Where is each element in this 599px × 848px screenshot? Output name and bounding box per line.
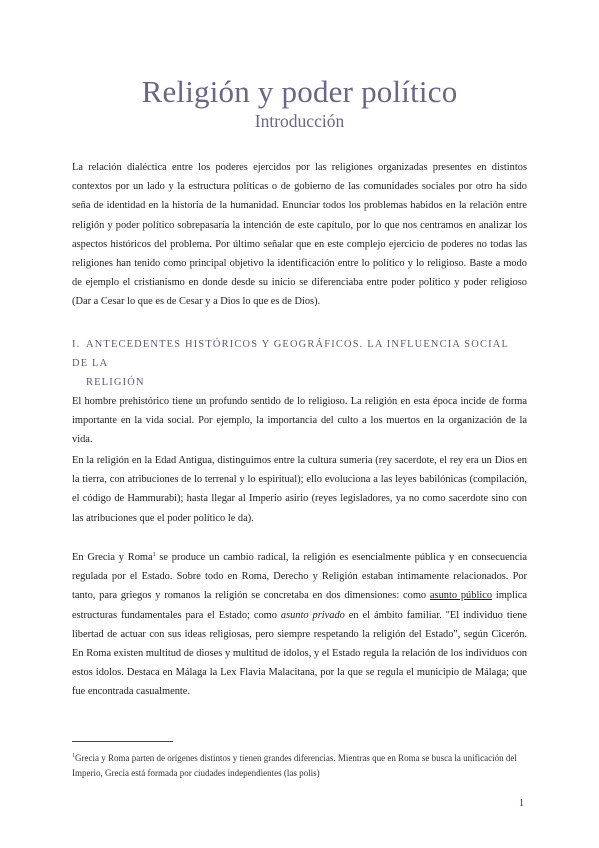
text-run: se produce un cambio radical, la religión es esencialmente pública y en consecuencia regulada por el Estado. Sobre todo en Roma, Derecho y Religión estaban íntimamente relacionados. Por tanto, para griegos y romanos la religión se concretaba en dos dimensiones: como bbox=[72, 552, 527, 602]
paragraph-prehistory: El hombre prehistórico tiene un profundo sentido de lo religioso. La religión en esta época incide de forma importante en la vida social. Por ejemplo, la importancia del culto a los muertos en la organización de la vida. bbox=[72, 396, 527, 446]
italic-term: asunto privado bbox=[280, 609, 345, 621]
section-heading bbox=[72, 335, 527, 392]
underlined-term: asunto público bbox=[429, 590, 493, 602]
document-title: Religión y poder político bbox=[141, 74, 458, 109]
footnote-marker: 1 bbox=[72, 753, 75, 759]
paragraph-ancient-age: En la religión en la Edad Antigua, distinguimos entre la cultura sumeria (rey sacerdote, el rey era un Dios en la tierra, con atribuciones de lo terrenal y lo espiritual); ello evoluciona a las leyes babilónicas (compilación, el código de Hammurabi); hasta llegar al Imperio asirio (reyes legisladores, ya no como sacerdote sino con las atribuciones que el poder político le da). bbox=[72, 455, 527, 524]
text-run: En Grecia y Roma bbox=[72, 552, 153, 563]
section-number: I. bbox=[72, 339, 81, 350]
text-run: en el ámbito familiar. "El individuo tiene libertad de actuar con sus ideas religiosas, pero siempre respetando la religión del Estado", según Cicerón. En Roma existen multitud de dioses y multitud de ídolos, y el Estado regula la relación de los individuos con estos ídolos. Destaca en Málaga la Lex Flavia Malacitana, por la que se regula el municipio de Málaga; que fue encontrada casualmente. bbox=[72, 609, 528, 698]
paragraph-greece-rome bbox=[72, 548, 527, 702]
footnote-separator bbox=[72, 741, 173, 742]
page-number: 1 bbox=[519, 798, 524, 809]
section-title-line1: ANTECEDENTES HISTÓRICOS Y GEOGRÁFICOS. LA INFLUENCIA SOCIAL DE LA bbox=[72, 339, 509, 369]
footnote bbox=[72, 751, 527, 780]
text-run: implica estructuras fundamentales para el Estado; como bbox=[72, 590, 527, 621]
document-subtitle: Introducción bbox=[254, 111, 345, 131]
intro-paragraph: La relación dialéctica entre los poderes ejercidos por las religiones organizadas presentes en distintos contextos por un lado y la estructura políticas o de gobierno de las comunidades sociales por otro ha sido seña de identidad en la historia de la humanidad. Enunciar todos los problemas habidos en la relación entre religión y poder político sobrepasaría la intención de este capítulo, por lo que nos centramos en analizar los aspectos históricos del problema. Por último señalar que en este complejo ejercicio de poderes no todas las religiones han tenido como principal objetivo la identificación entre lo político y lo religioso. Baste a modo de ejemplo el cristianismo en donde desde su inicio se diferenciaba entre poder político y poder religioso (Dar a Cesar lo que es de Cesar y a Dios lo que es de Dios). bbox=[72, 162, 527, 308]
footnote-reference[interactable]: 1 bbox=[152, 552, 156, 558]
footnote-text: Grecia y Roma parten de orígenes distintos y tienen grandes diferencias. Mientras que en Roma se busca la unificación del Imperio, Grecia está formada por ciudades independientes (las polis) bbox=[72, 753, 517, 778]
section-title-line2: RELIGIÓN bbox=[86, 377, 145, 388]
